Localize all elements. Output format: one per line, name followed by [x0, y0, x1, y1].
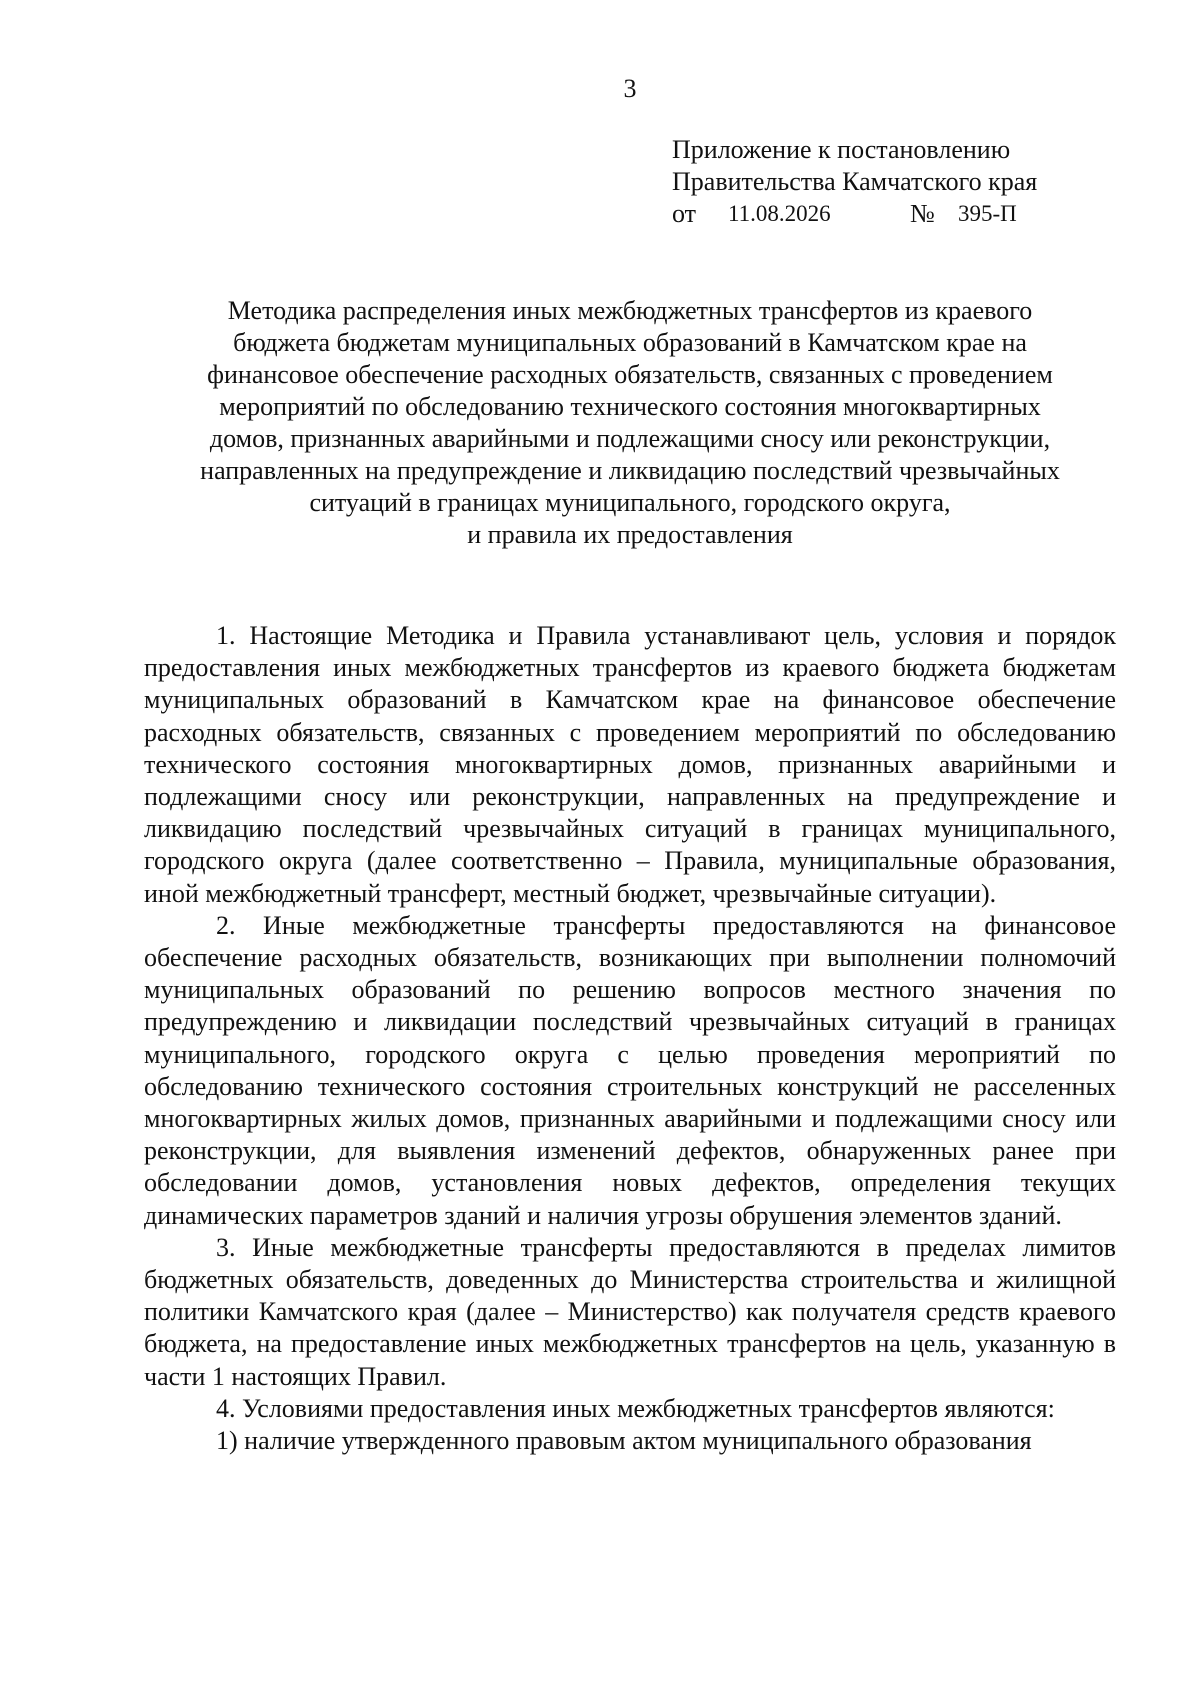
- title-line: бюджета бюджетам муниципальных образований в Камчатском крае на: [233, 328, 1027, 357]
- title-line: домов, признанных аварийными и подлежащими сносу или реконструкции,: [209, 424, 1051, 453]
- title-line: мероприятий по обследованию технического состояния многоквартирных: [219, 392, 1041, 421]
- paragraph-2: 2. Иные межбюджетные трансферты предоставляются на финансовое обеспечение расходных обязательств, возникающих при выполнении полномочий муниципальных образований по решению вопросов местного значения по предупреждению и ликвидации последствий чрезвычайных ситуаций в границах муниципального, городского округа с целью проведения мероприятий по обследованию технического состояния строительных конструкций не расселенных многоквартирных жилых домов, признанных аварийными и подлежащими сносу или реконструкции, для выявления изменений дефектов, обнаруженных ранее при обследовании домов, установления новых дефектов, определения текущих динамических параметров зданий и наличия угрозы обрушения элементов зданий.: [144, 910, 1116, 1230]
- page-number: 3: [623, 74, 637, 103]
- title-line: и правила их предоставления: [467, 520, 793, 549]
- appendix-header: [672, 134, 1037, 230]
- appendix-date-row: [672, 198, 1037, 230]
- title-line: ситуаций в границах муниципального, городского округа,: [309, 488, 951, 517]
- appendix-line-2: Правительства Камчатского края: [672, 167, 1038, 196]
- resolution-date: 11.08.2026: [728, 201, 831, 226]
- document-body: [144, 620, 1116, 1457]
- title-line: финансовое обеспечение расходных обязательств, связанных с проведением: [207, 360, 1053, 389]
- paragraph-3: 3. Иные межбюджетные трансферты предоставляются в пределах лимитов бюджетных обязательств, доведенных до Министерства строительства и жилищной политики Камчатского края (далее – Министерство) как получателя средств краевого бюджета, на предоставление иных межбюджетных трансфертов на цель, указанную в части 1 настоящих Правил.: [144, 1232, 1116, 1391]
- title-line: Методика распределения иных межбюджетных трансфертов из краевого: [227, 296, 1033, 325]
- number-label: №: [910, 199, 935, 228]
- title-line: направленных на предупреждение и ликвидацию последствий чрезвычайных: [200, 456, 1060, 485]
- paragraph-4: 4. Условиями предоставления иных межбюджетных трансфертов являются:: [216, 1393, 1055, 1423]
- appendix-line-1: Приложение к постановлению: [672, 135, 1011, 164]
- paragraph-4-item-1: 1) наличие утвержденного правовым актом муниципального образования: [216, 1426, 1032, 1456]
- paragraph-1: 1. Настоящие Методика и Правила устанавливают цель, условия и порядок предоставления иных межбюджетных трансфертов из краевого бюджета бюджетам муниципальных образований в Камчатском крае на финансовое обеспечение расходных обязательств, связанных с проведением мероприятий по обследованию технического состояния многоквартирных домов, признанных аварийными и подлежащими сносу или реконструкции, направленных на предупреждение и ликвидацию последствий чрезвычайных ситуаций в границах муниципального, городского округа (далее соответственно – Правила, муниципальные образования, иной межбюджетный трансферт, местный бюджет, чрезвычайные ситуации).: [144, 621, 1116, 908]
- from-label: от: [672, 199, 697, 228]
- resolution-number: 395-П: [958, 201, 1017, 226]
- document-title: [150, 295, 1110, 551]
